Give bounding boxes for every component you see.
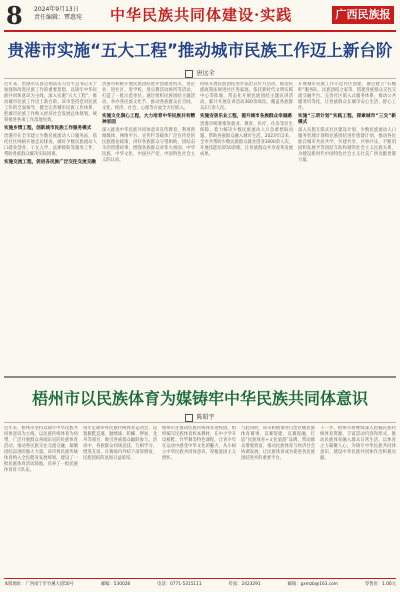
footer-bar	[4, 578, 396, 589]
footer-email: 邮箱：gxmzb@163.com	[287, 582, 338, 587]
article2-column-1: 近年来，梧州市坚持以铸牢中华民族共同体意识为主线，以民族传统体育为纽带，广泛开展群众喜闻乐见的民族体育活动，推动各民族交往交流交融，凝聚团结奋进的强大力量。该市将民族传统体育纳入全民健身发展规划，建设了一批民族体育活动场地，培养了一批民族体育骨干队伍。	[4, 426, 78, 473]
byline-box-icon	[185, 414, 193, 422]
subheading: 实施交流工程，促进各民族广泛交往交流交融	[4, 160, 96, 166]
subheading: 实施安居乐业工程，提升城市各族群众幸福感	[200, 114, 292, 119]
editor-credit: 责任编辑：覃惠宛	[34, 14, 83, 21]
article1-column-4: 开展城市民族工作示范社区创建，通过建立“石榴籽”服务队、民族团结之家等，搭建各族群众交往交流交融平台。完善社区嵌入式服务体系，推动公共服务均等化，让各族群众在城市安心生活、舒心工作。 实施“三项计划”实践工程，探索城市“三交”新模式 深入实施互嵌式社区建设计划、少数民族流动人口服务管理计划和民族团结进步创建计划，推动各民族在城市共居共学、共建共享、共事共乐，不断巩固和发展平等团结互助和谐的社会主义民族关系，为建设新时代中国特色社会主义壮美广西贡献贵港力量。	[298, 82, 396, 164]
article1-column-3: 持续开展民族团结进步法治宣传月活动，推动民族政策法规进社区进家庭。依托新时代文明实践中心等阵地，常态化开展民族团结主题宣讲活动，累计开展宣讲活动300余场次，覆盖各族群众2万余人次。 实施安居乐业工程，提升城市各族群众幸福感 贵港市统筹推进就业、教育、医疗、住房等民生保障，着力解决少数民族流动人口急难愁盼问题，帮助各族群众融入城市生活。2023年以来，全市共帮助少数民族群众就业创业3000余人次，开展技能培训50余期，让各族群众共享改革发展成果。	[200, 82, 293, 158]
article2-column-3: 梧州市还推动民族传统体育进校园，组织编写民族体育校本教材，在中小学开设板鞋、竹竿舞等特色课程，让青少年在运动中感受中华文化的魅力，从小树立中华民族共同体意识，厚植爱国主义情怀。	[162, 426, 236, 461]
article2-column-2: 每年定期举办民族传统体育运动会，设置板鞋竞速、抛绣球、陀螺、押加、龙舟等项目，吸引各族群众踊跃参与。活动中，各族群众同场竞技、互相学习、增进友谊，在赛场内外结下深厚情谊，民族团结的氛围日益浓厚。	[83, 426, 157, 461]
footer-postcode: 邮编：530028	[100, 582, 131, 587]
subheading: 实施文化润心工程，大力培育中华民族共有精神家园	[102, 114, 195, 126]
article2-top-rule	[4, 422, 396, 423]
footer-phone: 电话：0771-5315111	[157, 582, 202, 587]
article1-headline: 贵港市实施“五大工程”推动城市民族工作迈上新台阶	[7, 41, 393, 60]
header-divider	[4, 30, 396, 32]
article2-column-4: 与此同时，该市积极承办自治区级民族体育赛事，以赛促建、以赛促融，打造“民族体育+文化旅游”品牌，带动群众增收致富，推动民族体育与经济社会协调发展，让民族体育成为促进各民族团结进步的重要平台。	[241, 426, 315, 461]
article1-column-2: 贵港市积极开展民族团结进步创建进机关、进企业、进社区、进学校、进宗教活动场所等活动，打造了一批示范单位。通过组织民族团结主题活动，举办各民族文化节，推动各族群众在空间、文化、经济、社会、心理等方面全方位嵌入。 实施文化润心工程，大力培育中华民族共有精神家园 深入推进中华民族共同体意识宣传教育，利用新闻媒体、网络平台、宣传栏等载体广泛宣传党的民族理论政策，讲好各族群众守望相助、团结奋斗的贵港故事，增强各族群众对伟大祖国、中华民族、中华文化、中国共产党、中国特色社会主义的认同。	[102, 82, 195, 164]
article2-byline: 陈昭宇	[4, 412, 396, 422]
newspaper-logo: 广西民族报	[332, 6, 394, 24]
article1-byline: 唐远全	[4, 68, 396, 78]
issue-date: 2024年9月13日	[34, 6, 79, 13]
issue-date-block	[34, 6, 82, 22]
subheading: 实施“三项计划”实践工程，探索城市“三交”新模式	[298, 114, 396, 126]
article-divider	[4, 376, 396, 378]
subheading: 实施乡情工程，创新城市民族工作服务模式	[4, 126, 92, 131]
article2-headline: 梧州市以民族体育为媒铸牢中华民族共同体意识	[31, 389, 368, 408]
footer-fax: 传真：2423291	[228, 582, 261, 587]
footer-price: 零售价：1.00元	[364, 582, 396, 587]
page-number: 8	[6, 1, 23, 30]
footer-address: 本版地址：广西南宁市竹溪大道50号	[4, 582, 74, 587]
article2-column-5: 下一步，梧州市将继续深入挖掘民族传统体育资源，丰富活动内容和形式，推动民族体育融入群众日常生活，以体育之力凝聚人心，为铸牢中华民族共同体意识、建设中华民族共同体作出积极贡献。	[320, 426, 396, 461]
article1-column-1: 近年来，贵港市认真贯彻落实习近平总书记关于加强和改进民族工作的重要思想，以铸牢中华民族共同体意识为主线，深入实施“五大工程”，推动城市民族工作迈上新台阶。该市坚持党对民族工作的全面领导，健全完善城市民族工作体系，把城市民族工作纳入经济社会发展总体规划，统筹推进各项工作落地见效。 实施乡情工程，创新城市民族工作服务模式 贵港市在全市建立少数民族流动人口服务站，依托社区网格开展走访排查，做好少数民族流动人口就业创业、子女入学、法律援助等服务工作，帮助各族群众解决实际困难。 实施交流工程，促进各民族广泛交往交流交融	[4, 82, 97, 166]
section-title: 中华民族共同体建设·实践	[110, 6, 293, 24]
article1-top-rule	[4, 78, 396, 79]
byline-box-icon	[185, 70, 193, 78]
